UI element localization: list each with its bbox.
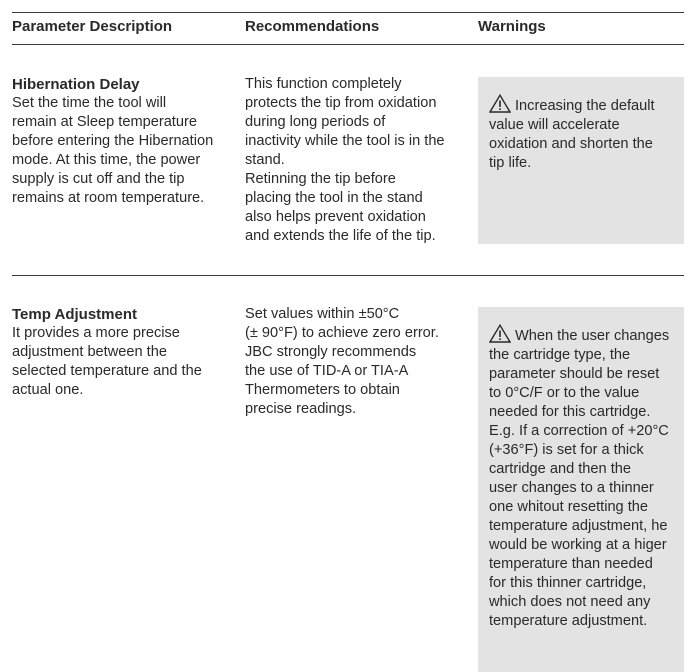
row-hibernation-description (12, 75, 213, 208)
warning-box-temp-adjustment (478, 307, 684, 672)
warning-line: value will accelerate (489, 117, 620, 133)
header-parameter-description: Parameter Description (12, 18, 173, 35)
row-title: Hibernation Delay (12, 76, 140, 93)
recommendation-line: JBC strongly recommends (245, 344, 417, 360)
warning-line: E.g. If a correction of +20°C (489, 423, 669, 439)
header-warnings: Warnings (478, 18, 546, 35)
recommendation-line: precise readings. (245, 401, 357, 417)
recommendation-line: Set values within ±50°C (245, 306, 400, 322)
description-line: before entering the Hibernation (12, 133, 214, 149)
warning-line-text: When the user changes (515, 328, 670, 344)
warning-text (489, 94, 655, 173)
description-line: remain at Sleep temperature (12, 114, 197, 130)
warning-triangle-icon (489, 324, 511, 343)
recommendation-line: protects the tip from oxidation (245, 95, 437, 111)
recommendation-line: Thermometers to obtain (245, 382, 400, 398)
description-line: actual one. (12, 382, 84, 398)
recommendation-line: Retinning the tip before (245, 171, 396, 187)
warning-line (489, 324, 669, 346)
warning-text (489, 324, 669, 631)
warning-line: parameter should be reset (489, 366, 660, 382)
description-line: It provides a more precise (12, 325, 180, 341)
warning-line: user changes to a thinner (489, 480, 654, 496)
description-line: mode. At this time, the power (12, 152, 201, 168)
warning-line: temperature adjustment, he (489, 518, 668, 534)
row-temp-adjustment-description (12, 305, 202, 400)
recommendation-line: also helps prevent oxidation (245, 209, 426, 225)
warning-box-hibernation (478, 77, 684, 244)
warning-line: cartridge and then the (489, 461, 631, 477)
warning-line: temperature adjustment. (489, 613, 648, 629)
recommendation-line: This function completely (245, 76, 402, 92)
header-rule (12, 44, 684, 45)
warning-line: (+36°F) is set for a thick (489, 442, 644, 458)
description-line: supply is cut off and the tip (12, 171, 185, 187)
warning-line: tip life. (489, 155, 532, 171)
warning-line-text: Increasing the default (515, 98, 655, 114)
row-temp-adjustment-recommendation (245, 305, 439, 419)
recommendation-line: stand. (245, 152, 285, 168)
top-rule (12, 12, 684, 13)
warning-line: for this thinner cartridge, (489, 575, 647, 591)
description-line: adjustment between the (12, 344, 167, 360)
warning-line: oxidation and shorten the (489, 136, 653, 152)
warning-line: would be working at a higer (489, 537, 667, 553)
warning-line: one whitout resetting the (489, 499, 649, 515)
warning-line: the cartridge type, the (489, 347, 631, 363)
description-line: Set the time the tool will (12, 95, 167, 111)
recommendation-line: and extends the life of the tip. (245, 228, 436, 244)
row-divider (12, 275, 684, 276)
recommendation-line: inactivity while the tool is in the (245, 133, 445, 149)
warning-line: needed for this cartridge. (489, 404, 651, 420)
recommendation-line: during long periods of (245, 114, 386, 130)
row-title: Temp Adjustment (12, 306, 138, 323)
recommendation-line: placing the tool in the stand (245, 190, 423, 206)
warning-line: to 0°C/F or to the value (489, 385, 640, 401)
description-line: remains at room temperature. (12, 190, 205, 206)
recommendation-line: (± 90°F) to achieve zero error. (245, 325, 439, 341)
header-recommendations: Recommendations (245, 18, 380, 35)
warning-line: temperature than needed (489, 556, 653, 572)
warning-line (489, 94, 655, 116)
row-hibernation-recommendation (245, 75, 445, 246)
warning-line: which does not need any (489, 594, 651, 610)
warning-triangle-icon (489, 94, 511, 113)
recommendation-line: the use of TID-A or TIA-A (245, 363, 409, 379)
description-line: selected temperature and the (12, 363, 202, 379)
